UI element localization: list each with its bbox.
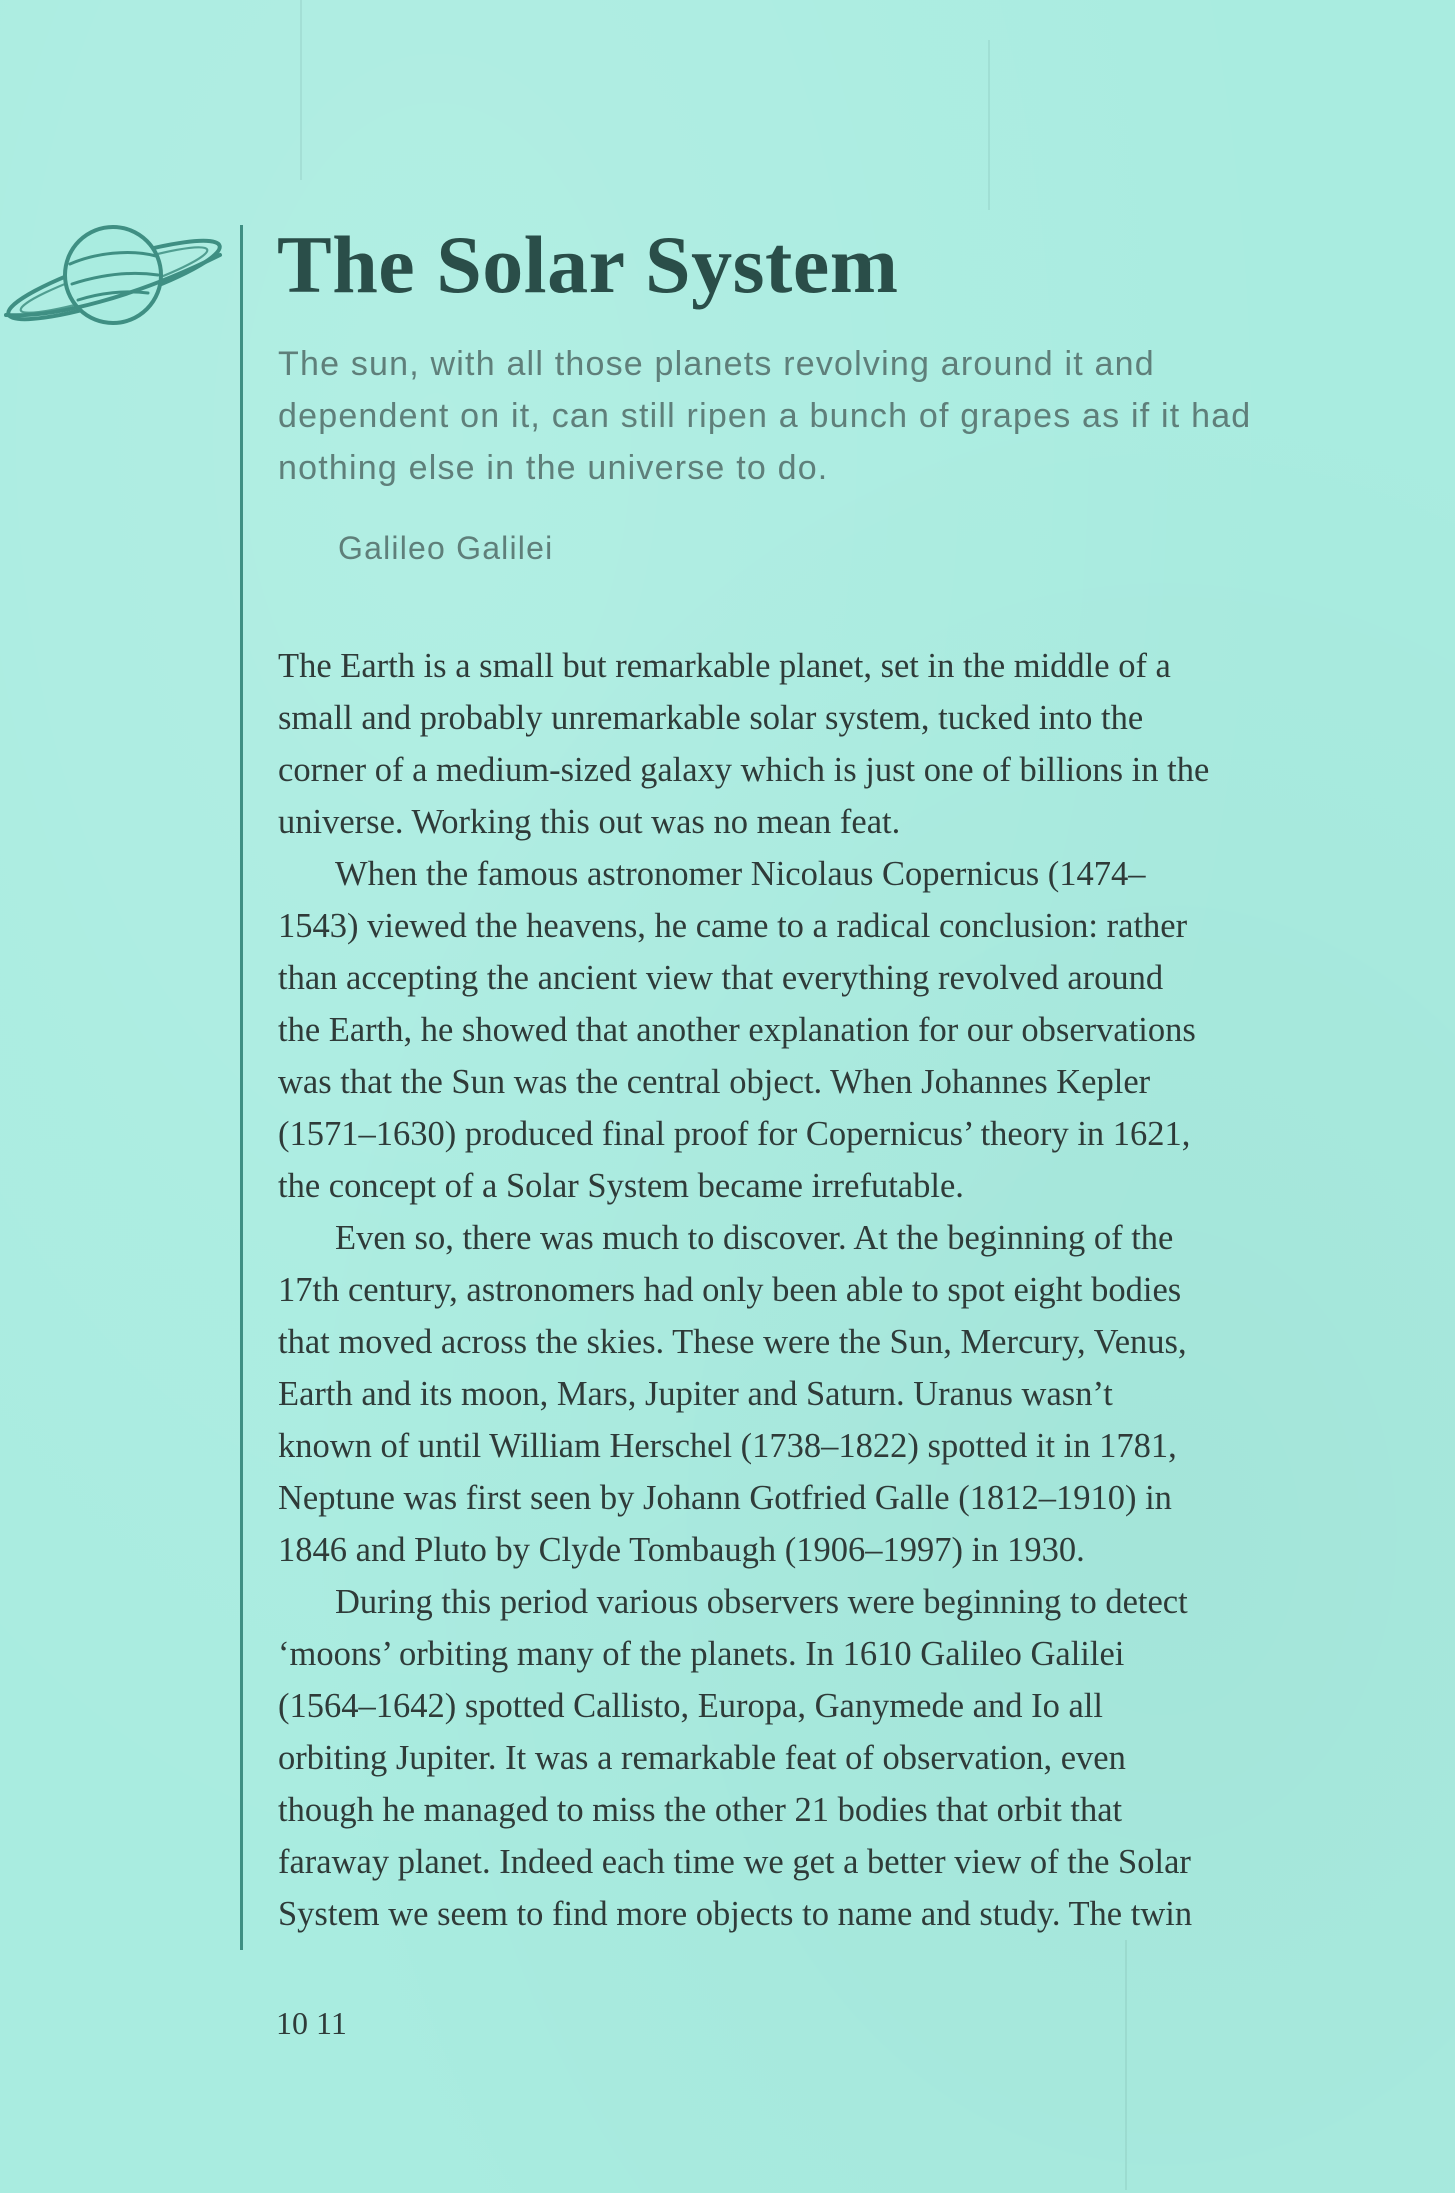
text-line: When the famous astronomer Nicolaus Copernicus (1474– [335,855,1146,893]
text-line: 17th century, astronomers had only been able to spot eight bodies [278,1271,1182,1309]
paper-fold-line [300,0,302,180]
text-line: though he managed to miss the other 21 bodies that orbit that [278,1791,1123,1829]
page-title: The Solar System [277,219,899,310]
text-line: the concept of a Solar System became irrefutable. [278,1167,964,1205]
text-line: than accepting the ancient view that everything revolved around [278,959,1164,997]
epigraph-author: Galileo Galilei [338,530,554,566]
text-line: System we seem to find more objects to name and study. The twin [278,1895,1193,1933]
paper-fold-line [1125,1940,1127,2190]
text-line: Even so, there was much to discover. At the beginning of the [335,1219,1174,1257]
text-line: known of until William Herschel (1738–1822) spotted it in 1781, [278,1427,1177,1465]
body-paragraph [278,1576,1363,1940]
epigraph-line: The sun, with all those planets revolving around it and [278,345,1155,383]
body-paragraph [278,1212,1363,1576]
text-line: the Earth, he showed that another explanation for our observations [278,1011,1196,1049]
text-line: Earth and its moon, Mars, Jupiter and Saturn. Uranus wasn’t [278,1375,1113,1413]
epigraph-line: nothing else in the universe to do. [278,449,829,487]
left-vertical-rule [240,225,243,1950]
epigraph-line: dependent on it, can still ripen a bunch of grapes as if it had [278,397,1252,435]
text-line: orbiting Jupiter. It was a remarkable feat of observation, even [278,1739,1126,1777]
text-line: was that the Sun was the central object. When Johannes Kepler [278,1063,1151,1101]
text-line: ‘moons’ orbiting many of the planets. In 1610 Galileo Galilei [278,1635,1125,1673]
text-line: During this period various observers were beginning to detect [335,1583,1188,1621]
text-line: universe. Working this out was no mean feat. [278,803,901,841]
text-line: faraway planet. Indeed each time we get a better view of the Solar [278,1843,1191,1881]
body-text [278,640,1363,1940]
text-line: corner of a medium-sized galaxy which is just one of billions in the [278,751,1210,789]
text-line: (1571–1630) produced final proof for Copernicus’ theory in 1621, [278,1115,1191,1153]
paper-fold-line [988,40,990,210]
text-line: small and probably unremarkable solar system, tucked into the [278,699,1144,737]
epigraph-quote [278,338,1358,494]
body-paragraph [278,640,1363,848]
text-line: (1564–1642) spotted Callisto, Europa, Ganymede and Io all [278,1687,1103,1725]
text-line: The Earth is a small but remarkable planet, set in the middle of a [278,647,1171,685]
page-folio: 10 11 [276,2005,347,2041]
text-line: 1846 and Pluto by Clyde Tombaugh (1906–1997) in 1930. [278,1531,1085,1569]
text-line: 1543) viewed the heavens, he came to a radical conclusion: rather [278,907,1188,945]
body-paragraph [278,848,1363,1212]
text-line: Neptune was first seen by Johann Gotfried Galle (1812–1910) in [278,1479,1172,1517]
text-line: that moved across the skies. These were the Sun, Mercury, Venus, [278,1323,1187,1361]
saturn-icon [0,220,225,340]
